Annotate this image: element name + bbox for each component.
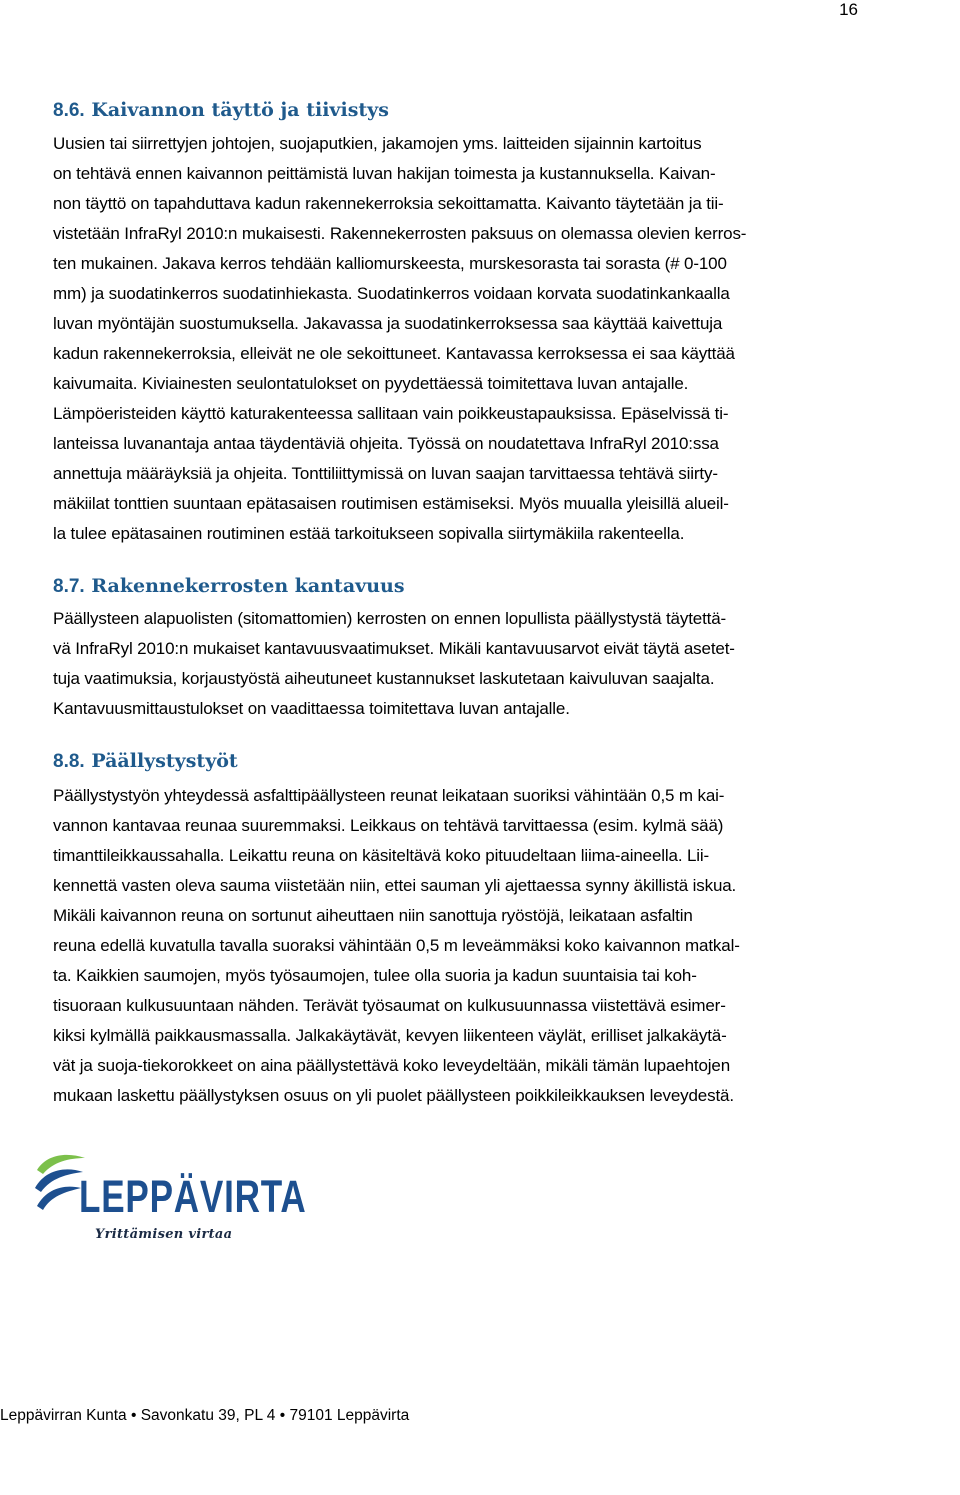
section-title: Päällystystyöt <box>91 750 238 772</box>
text-line: reuna edellä kuvatulla tavalla suoraksi vähintään 0,5 m leveämmäksi koko kaivannon matkal- <box>53 936 740 955</box>
text-line: kennettä vasten oleva sauma viistetään niin, ettei sauman yli ajettaessa synny äkillistä iskua. <box>53 876 737 895</box>
text-line: kadun rakennekerroksia, elleivät ne ole sekoittuneet. Kantavassa kerroksessa ei saa käyttää <box>53 344 735 363</box>
text-line: ta. Kaikkien saumojen, myös työsaumojen, tulee olla suoria ja kadun suuntaisia tai koh- <box>53 966 697 985</box>
text-line: tuja vaatimuksia, korjaustyöstä aiheutuneet kustannukset laskutetaan kaivuluvan saajalta. <box>53 669 715 688</box>
section-title: Kaivannon täyttö ja tiivistys <box>91 99 389 121</box>
text-line: annettuja määräyksiä ja ohjeita. Tonttiliittymissä on luvan saajan tarvittaessa tehtävä siirty- <box>53 464 718 483</box>
page-footer: Leppävirran Kunta • Savonkatu 39, PL 4 • 79101 Leppävirta <box>0 1407 410 1424</box>
text-line: Uusien tai siirrettyjen johtojen, suojaputkien, jakamojen yms. laitteiden sijainnin kartoitus <box>53 134 702 153</box>
section-paragraph-8-6 <box>53 129 746 549</box>
text-line: on tehtävä ennen kaivannon peittämistä luvan hakijan toimesta ja kustannuksella. Kaivan- <box>53 164 716 183</box>
text-line: mm) ja suodatinkerros suodatinhiekasta. Suodatinkerros voidaan korvata suodatinkankaalla <box>53 284 730 303</box>
section-number: 8.8. <box>53 751 85 772</box>
section-number: 8.7. <box>53 576 85 597</box>
leppavirta-logo <box>33 1148 307 1248</box>
text-line: vistetään InfraRyl 2010:n mukaisesti. Rakennekerrosten paksuus on olemassa olevien kerros- <box>53 224 747 243</box>
text-line: tisuoraan kulkusuuntaan nähden. Terävät työsaumat on kulkusuunnassa viistettävä esimer- <box>53 996 726 1015</box>
text-line: non täyttö on tapahduttava kadun rakennekerroksia sekoittamatta. Kaivanto täytetään ja tii- <box>53 194 724 213</box>
text-line: kaivumaita. Kiviainesten seulontatulokset on pyydettäessä toimitettava luvan antajalle. <box>53 374 689 393</box>
section-paragraph-8-7 <box>53 604 735 724</box>
page-number: 16 <box>839 0 858 19</box>
text-line: luvan myöntäjän suostumuksella. Jakavassa ja suodatinkerroksessa saa käyttää kaivettuja <box>53 314 723 333</box>
section-number: 8.6. <box>53 100 85 121</box>
text-line: mukaan laskettu päällystyksen osuus on yli puolet päällysteen poikkileikkauksen leveydestä. <box>53 1086 734 1105</box>
text-line: Lämpöeristeiden käyttö katurakenteessa sallitaan vain poikkeustapauksissa. Epäselvissä ti- <box>53 404 729 423</box>
section-title: Rakennekerrosten kantavuus <box>91 575 405 597</box>
text-line: lanteissa luvanantaja antaa täydentäviä ohjeita. Työssä on noudatettava InfraRyl 2010:ssa <box>53 434 719 453</box>
logo-wordmark: LEPPÄVIRTA <box>79 1171 307 1222</box>
text-line: Mikäli kaivannon reuna on sortunut aiheuttaen niin sanottuja ryöstöjä, leikataan asfaltin <box>53 906 693 925</box>
logo-slogan: Yrittämisen virtaa <box>95 1227 233 1242</box>
text-line: vät ja suoja-tiekorokkeet on aina päällystettävä koko leveydeltään, mikäli tämän lupaehtojen <box>53 1056 730 1075</box>
text-line: mäkiilat tonttien suuntaan epätasaisen routimisen estämiseksi. Myös muualla yleisillä alueil- <box>53 494 729 513</box>
section-heading-8-6 <box>53 96 389 125</box>
section-paragraph-8-8 <box>53 781 740 1111</box>
text-line: timanttileikkaussahalla. Leikattu reuna on käsiteltävä koko pituudeltaan liima-aineella. Lii- <box>53 846 710 865</box>
text-line: Päällystystyön yhteydessä asfalttipäällysteen reunat leikataan suoriksi vähintään 0,5 m kai- <box>53 786 725 805</box>
text-line: Kantavuusmittaustulokset on vaadittaessa toimitettava luvan antajalle. <box>53 699 570 718</box>
section-heading-8-7 <box>53 572 405 601</box>
text-line: vannon kantavaa reunaa suuremmaksi. Leikkaus on tehtävä tarvittaessa (esim. kylmä sää) <box>53 816 724 835</box>
text-line: vä InfraRyl 2010:n mukaiset kantavuusvaatimukset. Mikäli kantavuusarvot eivät täytä asetet- <box>53 639 735 658</box>
text-line: la tulee epätasainen routiminen estää tarkoitukseen sopivalla siirtymäkiila rakenteella. <box>53 524 685 543</box>
section-heading-8-8 <box>53 747 238 776</box>
text-line: ten mukainen. Jakava kerros tehdään kalliomurskeesta, murskesorasta tai sorasta (# 0-100 <box>53 254 727 273</box>
text-line: kiksi kylmällä paikkausmassalla. Jalkakäytävät, kevyen liikenteen väylät, erilliset jalkakäytä- <box>53 1026 727 1045</box>
text-line: Päällysteen alapuolisten (sitomattomien) kerrosten on ennen lopullista päällystystä täytettä- <box>53 609 727 628</box>
